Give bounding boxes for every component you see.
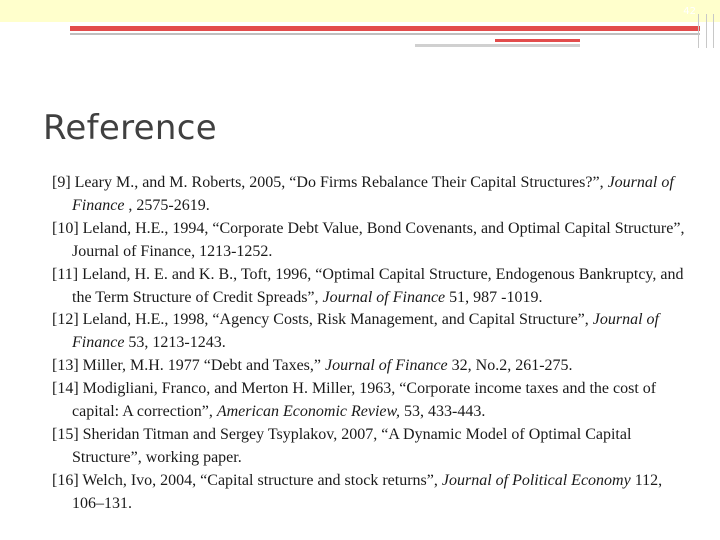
reference-journal: Journal of Political Economy <box>441 471 631 489</box>
reference-item <box>52 218 692 264</box>
slide-number: 42 <box>683 6 696 17</box>
reference-text: [9] Leary M., and M. Roberts, 2005, “Do Firms Rebalance Their Capital Structures?”, <box>52 174 608 191</box>
reference-list <box>52 172 692 516</box>
header-divider-bar <box>70 33 700 35</box>
reference-text: [10] Leland, H.E., 1994, “Corporate Debt Value, Bond Covenants, and Optimal Capital Structure”, Journal of Finance, 1213-1252. <box>52 219 685 260</box>
header-vertical-rule <box>706 14 707 48</box>
reference-journal: American Economic Review, <box>216 403 401 421</box>
page-title: Reference <box>43 108 217 148</box>
reference-text: [14] Modigliani, Franco, and Merton H. Miller, 1963, “Corporate income taxes and the cost of capital: A correction”, <box>52 380 657 421</box>
reference-text: [11] Leland, H. E. and K. B., Toft, 1996, “Optimal Capital Structure, Endogenous Bankruptcy, and the Term Structure of Credit Spreads”, <box>52 265 684 306</box>
reference-item <box>52 264 692 310</box>
reference-item <box>52 309 692 355</box>
header-accent-bar-short <box>495 39 580 42</box>
header-vertical-rule <box>698 14 699 48</box>
reference-journal: Journal of Finance <box>325 357 448 375</box>
header-band <box>0 0 720 22</box>
reference-text: [13] Miller, M.H. 1977 “Debt and Taxes,” <box>52 357 325 375</box>
reference-text: 32, No.2, 261-275. <box>447 357 573 375</box>
header-vertical-rule <box>713 14 714 48</box>
reference-text: , 2575-2619. <box>124 196 210 214</box>
reference-text: [15] Sheridan Titman and Sergey Tsyplakov, 2007, “A Dynamic Model of Optimal Capital Structure”, working paper. <box>52 425 632 466</box>
reference-text: [12] Leland, H.E., 1998, “Agency Costs, Risk Management, and Capital Structure”, <box>52 311 593 329</box>
header-divider-bar-short <box>415 44 580 47</box>
reference-item <box>52 355 692 378</box>
reference-journal: Journal of Finance <box>72 311 659 352</box>
reference-item <box>52 424 692 470</box>
header-accent-bar <box>70 26 700 31</box>
reference-journal: Journal of Finance <box>72 174 674 214</box>
reference-journal: Journal of Finance <box>322 288 446 306</box>
reference-item <box>52 172 692 218</box>
reference-text: 53, 1213-1243. <box>124 334 226 352</box>
reference-text: 51, 987 -1019. <box>445 288 543 306</box>
reference-item <box>52 470 692 516</box>
reference-text: 112, 106–131. <box>72 471 663 512</box>
reference-text: [16] Welch, Ivo, 2004, “Capital structure and stock returns”, <box>52 471 442 489</box>
reference-text: 53, 433-443. <box>400 403 486 421</box>
reference-item <box>52 378 692 424</box>
